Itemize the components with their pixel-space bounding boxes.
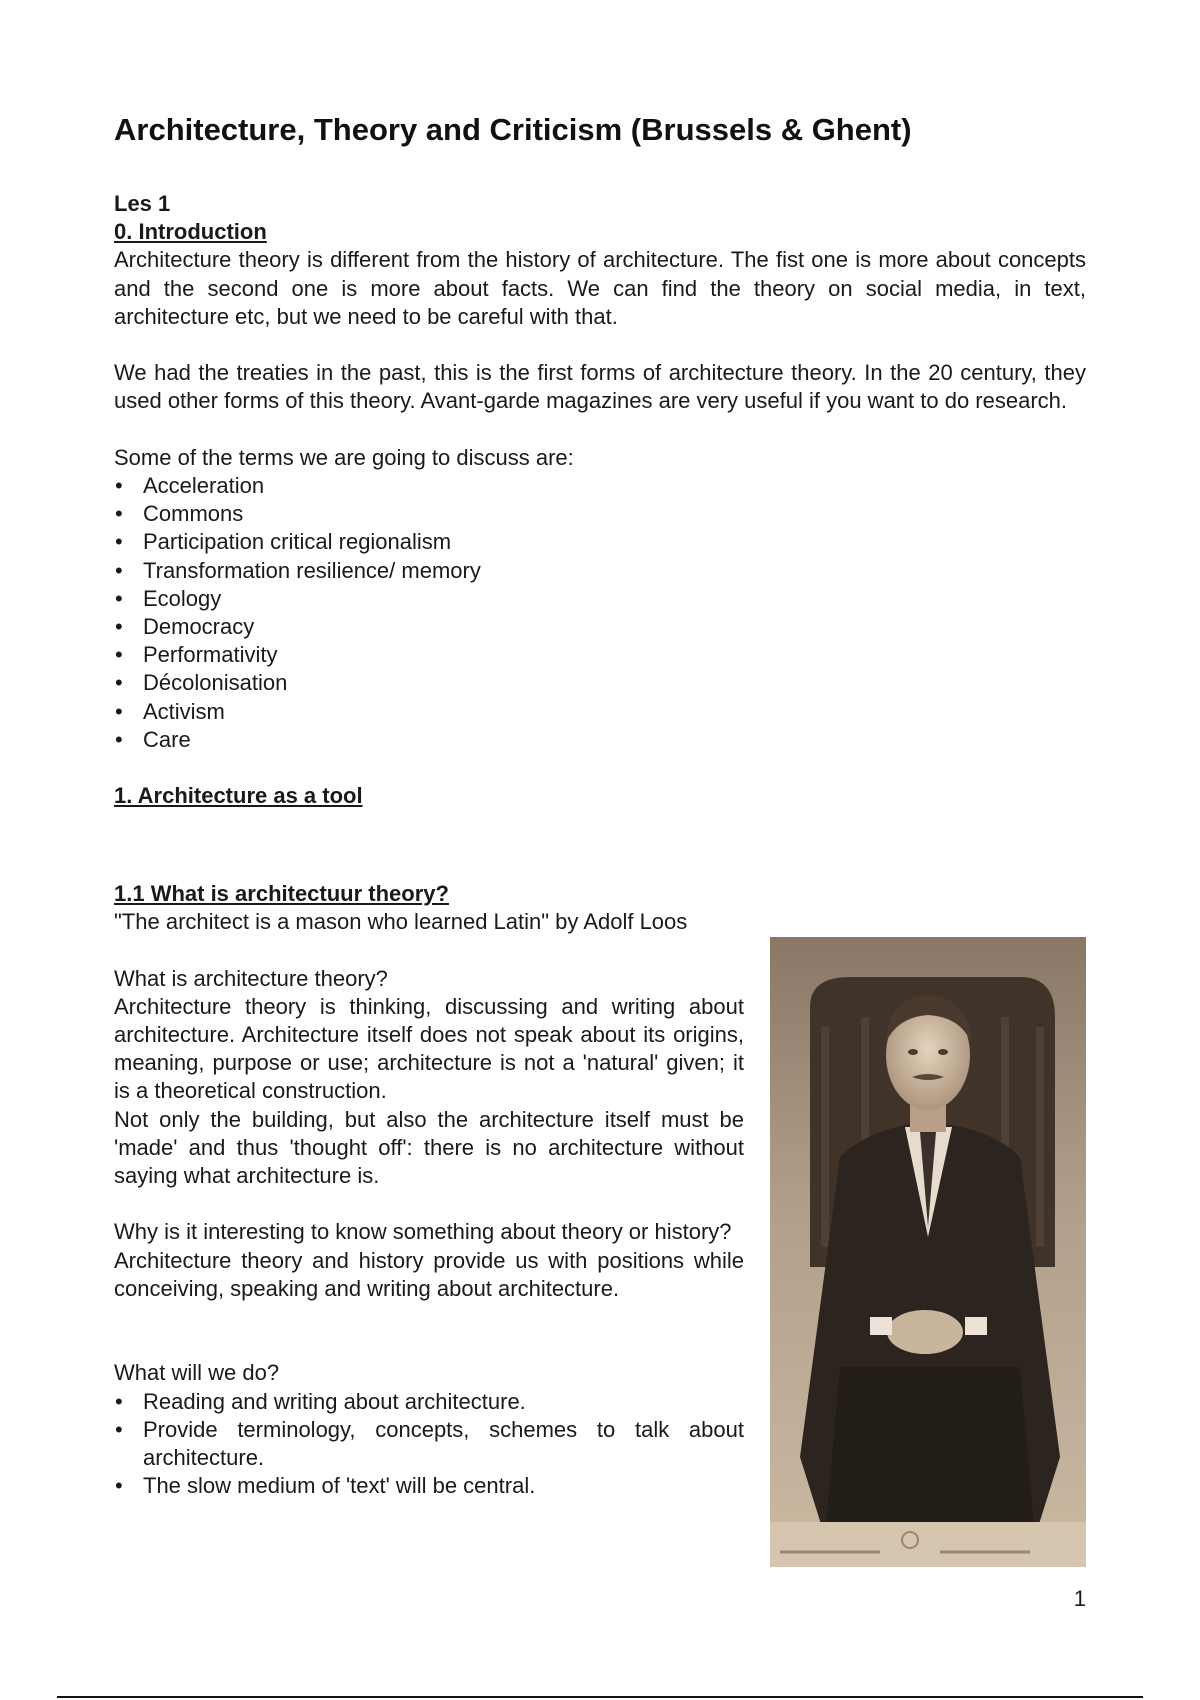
- answer-why-interesting: Architecture theory and history provide us with positions while conceiving, speaking and writing about architecture.: [114, 1247, 744, 1301]
- list-item: • Ecology: [114, 585, 1086, 613]
- plan-list: [114, 1388, 744, 1501]
- list-item: • Décolonisation: [114, 669, 1086, 697]
- section1-text-column: [114, 880, 744, 1500]
- list-item: • Care: [114, 726, 1086, 754]
- lesson-label: Les 1: [114, 191, 171, 216]
- page-number: 1: [1073, 1586, 1086, 1611]
- list-item: • Participation critical regionalism: [114, 528, 1086, 556]
- answer-what-is-theory-1: Architecture theory is thinking, discussing and writing about architecture. Architecture itself does not speak about its origins, meaning, purpose or use; architecture is not a 'natural' given; it is a theoretical construction.: [114, 993, 744, 1104]
- list-item: • Provide terminology, concepts, schemes to talk about architecture.: [114, 1416, 744, 1472]
- answer-what-is-theory-2: Not only the building, but also the architecture itself must be 'made' and thus 'thought off': there is no architecture without saying what architecture is.: [114, 1106, 744, 1189]
- list-item: • Reading and writing about architecture.: [114, 1388, 744, 1416]
- loos-quote: "The architect is a mason who learned Latin" by Adolf Loos: [114, 909, 688, 935]
- list-item: • Commons: [114, 500, 1086, 528]
- bottom-rule: [57, 1696, 1143, 1698]
- list-item: • Transformation resilience/ memory: [114, 557, 1086, 585]
- intro-paragraph-2: We had the treaties in the past, this is the first forms of architecture theory. In the 20 century, they used other forms of this theory. Avant-garde magazines are very useful if you want to do research.: [114, 360, 1086, 414]
- document-title: Architecture, Theory and Criticism (Brussels & Ghent): [114, 112, 912, 147]
- question-what-is-theory: What is architecture theory?: [114, 965, 388, 991]
- intro-paragraph-1: Architecture theory is different from the history of architecture. The fist one is more about concepts and the second one is more about facts. We can find the theory on social media, in text, architecture etc, but we need to be careful with that.: [114, 247, 1086, 329]
- intro-heading: 0. Introduction: [114, 219, 267, 245]
- list-item: • Activism: [114, 698, 1086, 726]
- list-item: • Performativity: [114, 641, 1086, 669]
- question-what-will-we-do: What will we do?: [114, 1360, 280, 1386]
- section1-heading: 1. Architecture as a tool: [114, 783, 363, 809]
- terms-list: [114, 472, 1086, 754]
- section1-subheading: 1.1 What is architectuur theory?: [114, 881, 449, 906]
- terms-lead: Some of the terms we are going to discuss are:: [114, 444, 574, 470]
- list-item: • Acceleration: [114, 472, 1086, 500]
- list-item: • The slow medium of 'text' will be central.: [114, 1472, 744, 1500]
- intro-section: [114, 190, 1086, 810]
- question-why-interesting: Why is it interesting to know something about theory or history?: [114, 1219, 732, 1245]
- adolf-loos-portrait: [770, 937, 1086, 1567]
- list-item: • Democracy: [114, 613, 1086, 641]
